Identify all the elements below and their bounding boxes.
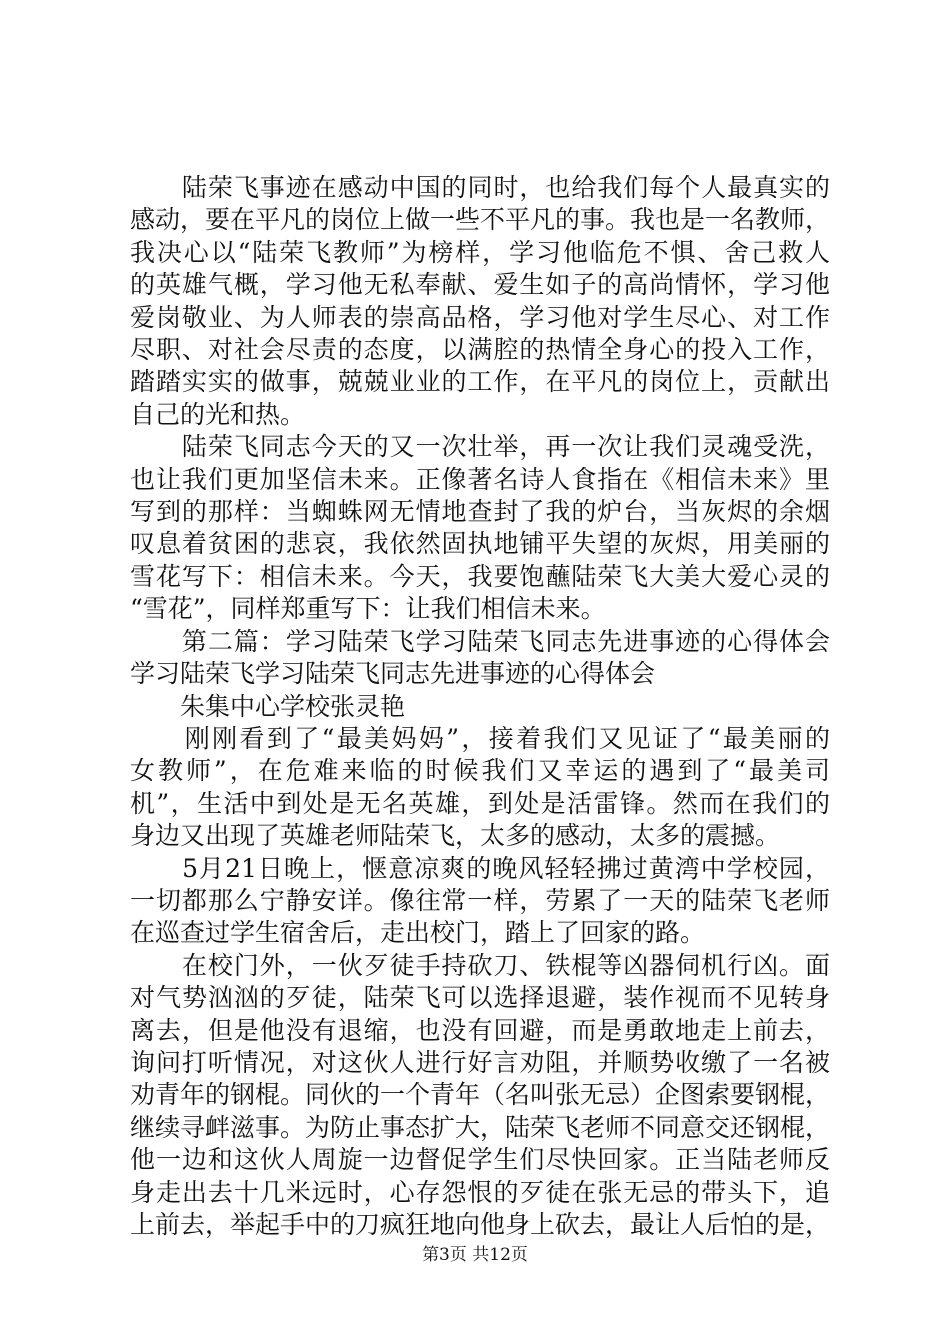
text-line: 机”，生活中到处是无名英雄，到处是活雷锋。然而在我们的	[130, 788, 830, 818]
text-line: 上前去，举起手中的刀疯狂地向他身上砍去，最让人后怕的是，	[130, 1210, 830, 1239]
text-line: 对气势汹汹的歹徒，陆荣飞可以选择退避，装作视而不见转身	[130, 983, 830, 1013]
text-line: 陆荣飞事迹在感动中国的同时，也给我们每个人最真实的	[130, 173, 830, 202]
text-line: 在校门外，一伙歹徒手持砍刀、铁棍等凶器伺机行凶。面	[130, 950, 830, 980]
text-line: 雪花写下：相信未来。今天，我要饱蘸陆荣飞大美大爱心灵的	[130, 561, 830, 591]
text-line: 陆荣飞同志今天的又一次壮举，再一次让我们灵魂受洗，	[130, 432, 830, 462]
text-line: 5月21日晚上，惬意凉爽的晚风轻轻拂过黄湾中学校园，	[130, 853, 830, 883]
section-heading: 第二篇：学习陆荣飞学习陆荣飞同志先进事迹的心得体会	[130, 626, 830, 656]
page-number: 第3页 共12页	[422, 1245, 528, 1265]
text-line: 踏踏实实的做事，兢兢业业的工作，在平凡的岗位上，贡献出	[130, 367, 830, 397]
text-line: 自己的光和热。	[130, 399, 306, 429]
text-line: 尽职、对社会尽责的态度，以满腔的热情全身心的投入工作，	[130, 335, 830, 365]
text-line: 也让我们更加坚信未来。正像著名诗人食指在《相信未来》里	[130, 464, 830, 494]
text-line: 他一边和这伙人周旋一边督促学生们尽快回家。正当陆老师反	[130, 1145, 830, 1175]
text-line: 感动，要在平凡的岗位上做一些不平凡的事。我也是一名教师，	[130, 205, 830, 235]
text-line: 在巡查过学生宿舍后，走出校门，踏上了回家的路。	[130, 918, 706, 948]
text-line: 一切都那么宁静安详。像往常一样，劳累了一天的陆荣飞老师	[130, 885, 830, 915]
text-line: 爱岗敬业、为人师表的崇高品格，学习他对学生尽心、对工作	[130, 302, 830, 332]
section-heading: 学习陆荣飞学习陆荣飞同志先进事迹的心得体会	[130, 659, 656, 689]
text-line: 女教师”，在危难来临的时候我们又幸运的遇到了“最美司	[130, 756, 830, 786]
text-line: 写到的那样：当蜘蛛网无情地查封了我的炉台，当灰烬的余烟	[130, 497, 830, 527]
text-line: 询问打听情况，对这伙人进行好言劝阻，并顺势收缴了一名被	[130, 1047, 830, 1077]
text-line: “雪花”，同样郑重写下：让我们相信未来。	[130, 594, 606, 624]
text-line: 离去，但是他没有退缩，也没有回避，而是勇敢地走上前去，	[130, 1015, 830, 1045]
text-line: 继续寻衅滋事。为防止事态扩大，陆荣飞老师不同意交还钢棍，	[130, 1112, 830, 1142]
document-body	[130, 172, 830, 1241]
text-line: 我决心以“陆荣飞教师”为榜样，学习他临危不惧、舍己救人	[130, 237, 830, 267]
text-line: 刚刚看到了“最美妈妈”，接着我们又见证了“最美丽的	[130, 723, 830, 753]
text-line: 劝青年的钢棍。同伙的一个青年（名叫张无忌）企图索要钢棍，	[130, 1080, 830, 1110]
text-line: 叹息着贫困的悲哀，我依然固执地铺平失望的灰烬，用美丽的	[130, 529, 830, 559]
text-line: 身走出去十几米远时，心存怨恨的歹徒在张无忌的带头下，追	[130, 1177, 830, 1207]
text-line: 身边又出现了英雄老师陆荣飞，太多的感动，太多的震撼。	[130, 821, 781, 851]
author-line: 朱集中心学校张灵艳	[130, 691, 406, 721]
text-line: 的英雄气概，学习他无私奉献、爱生如子的高尚情怀，学习他	[130, 270, 830, 300]
